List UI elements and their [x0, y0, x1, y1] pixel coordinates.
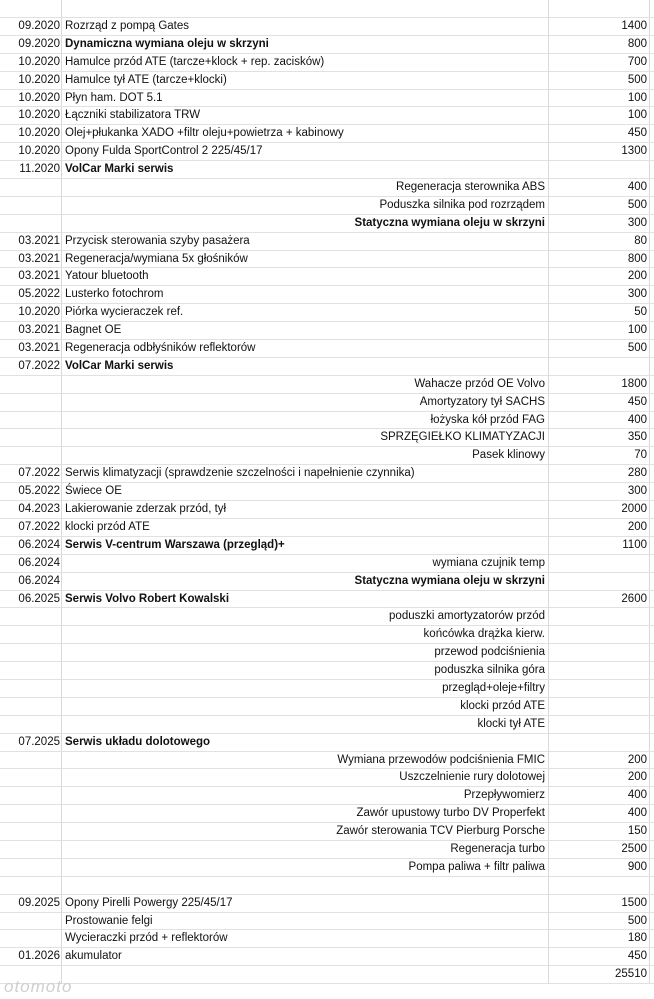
- price-cell[interactable]: 700: [549, 54, 650, 71]
- date-cell[interactable]: 03.2021: [0, 268, 62, 285]
- description-cell[interactable]: Regeneracja sterownika ABS: [62, 179, 549, 196]
- price-cell[interactable]: 800: [549, 251, 650, 268]
- price-cell[interactable]: 300: [549, 286, 650, 303]
- table-row: [0, 107, 654, 125]
- table-row: [0, 18, 654, 36]
- table-row: [0, 966, 654, 984]
- price-cell[interactable]: [549, 608, 650, 625]
- date-cell[interactable]: 06.2024: [0, 537, 62, 554]
- date-cell[interactable]: 05.2022: [0, 286, 62, 303]
- table-row: [0, 0, 654, 18]
- price-cell[interactable]: 350: [549, 429, 650, 446]
- description-cell[interactable]: Bagnet OE: [62, 322, 549, 339]
- table-row: [0, 251, 654, 269]
- date-cell[interactable]: 09.2025: [0, 895, 62, 912]
- price-cell[interactable]: 400: [549, 787, 650, 804]
- description-cell[interactable]: Amortyzatory tył SACHS: [62, 394, 549, 411]
- table-row: [0, 913, 654, 931]
- table-row: [0, 233, 654, 251]
- description-cell[interactable]: Pompa paliwa + filtr paliwa: [62, 859, 549, 876]
- table-row: [0, 930, 654, 948]
- description-cell[interactable]: klocki przód ATE: [62, 698, 549, 715]
- table-row: [0, 519, 654, 537]
- price-cell[interactable]: 25510: [549, 966, 650, 983]
- description-cell[interactable]: [62, 877, 549, 894]
- date-cell[interactable]: 10.2020: [0, 143, 62, 160]
- description-cell[interactable]: Pasek klinowy: [62, 447, 549, 464]
- date-cell[interactable]: 06.2024: [0, 573, 62, 590]
- description-cell[interactable]: Płyn ham. DOT 5.1: [62, 90, 549, 107]
- price-cell[interactable]: 200: [549, 769, 650, 786]
- table-row: [0, 859, 654, 877]
- description-cell[interactable]: klocki tył ATE: [62, 716, 549, 733]
- date-cell[interactable]: [0, 608, 62, 625]
- price-cell[interactable]: 500: [549, 340, 650, 357]
- table-row: [0, 286, 654, 304]
- price-cell[interactable]: 1300: [549, 143, 650, 160]
- description-cell[interactable]: Serwis Volvo Robert Kowalski: [62, 591, 549, 608]
- date-cell[interactable]: 07.2022: [0, 358, 62, 375]
- table-row: [0, 752, 654, 770]
- description-cell[interactable]: Olej+płukanka XADO +filtr oleju+powietrza + kabinowy: [62, 125, 549, 142]
- date-cell[interactable]: [0, 716, 62, 733]
- table-row: [0, 877, 654, 895]
- table-row: [0, 358, 654, 376]
- date-cell[interactable]: [0, 930, 62, 947]
- price-cell[interactable]: [549, 573, 650, 590]
- date-cell[interactable]: 07.2022: [0, 465, 62, 482]
- price-cell[interactable]: 300: [549, 215, 650, 232]
- table-row: [0, 304, 654, 322]
- date-cell[interactable]: [0, 662, 62, 679]
- price-cell[interactable]: 50: [549, 304, 650, 321]
- description-cell[interactable]: Zawór sterowania TCV Pierburg Porsche: [62, 823, 549, 840]
- date-cell[interactable]: 10.2020: [0, 304, 62, 321]
- description-cell[interactable]: klocki przód ATE: [62, 519, 549, 536]
- date-cell[interactable]: [0, 913, 62, 930]
- description-cell[interactable]: Rozrząd z pompą Gates: [62, 18, 549, 35]
- watermark: otomoto: [4, 977, 73, 996]
- description-cell[interactable]: wymiana czujnik temp: [62, 555, 549, 572]
- description-cell[interactable]: poduszki amortyzatorów przód: [62, 608, 549, 625]
- date-cell[interactable]: [0, 805, 62, 822]
- date-cell[interactable]: [0, 823, 62, 840]
- description-cell[interactable]: Poduszka silnika pod rozrządem: [62, 197, 549, 214]
- description-cell[interactable]: Przycisk sterowania szyby pasażera: [62, 233, 549, 250]
- description-cell[interactable]: Lusterko fotochrom: [62, 286, 549, 303]
- date-cell[interactable]: [0, 769, 62, 786]
- price-cell[interactable]: 400: [549, 805, 650, 822]
- date-cell[interactable]: 03.2021: [0, 340, 62, 357]
- price-cell[interactable]: 400: [549, 412, 650, 429]
- price-cell[interactable]: 1400: [549, 18, 650, 35]
- price-cell[interactable]: [549, 716, 650, 733]
- price-cell[interactable]: 900: [549, 859, 650, 876]
- price-cell[interactable]: [549, 662, 650, 679]
- price-cell[interactable]: 100: [549, 322, 650, 339]
- date-cell[interactable]: [0, 841, 62, 858]
- description-cell[interactable]: Piórka wycieraczek ref.: [62, 304, 549, 321]
- table-row: [0, 734, 654, 752]
- price-cell[interactable]: [549, 644, 650, 661]
- price-cell[interactable]: 400: [549, 179, 650, 196]
- price-cell[interactable]: 200: [549, 519, 650, 536]
- price-cell[interactable]: 80: [549, 233, 650, 250]
- table-row: [0, 125, 654, 143]
- table-row: [0, 268, 654, 286]
- description-cell[interactable]: Serwis klimatyzacji (sprawdzenie szczelności i napełnienie czynnika): [62, 465, 549, 482]
- date-cell[interactable]: [0, 787, 62, 804]
- price-cell[interactable]: 500: [549, 913, 650, 930]
- table-row: [0, 823, 654, 841]
- table-row: [0, 447, 654, 465]
- price-cell[interactable]: [549, 161, 650, 178]
- description-cell[interactable]: Uszczelnienie rury dolotowej: [62, 769, 549, 786]
- table-row: [0, 340, 654, 358]
- date-cell[interactable]: [0, 0, 62, 17]
- price-cell[interactable]: 1800: [549, 376, 650, 393]
- description-cell[interactable]: Serwis układu dolotowego: [62, 734, 549, 751]
- description-cell[interactable]: VolCar Marki serwis: [62, 358, 549, 375]
- description-cell[interactable]: Statyczna wymiana oleju w skrzyni: [62, 215, 549, 232]
- description-cell[interactable]: Regeneracja turbo: [62, 841, 549, 858]
- date-cell[interactable]: 10.2020: [0, 90, 62, 107]
- date-cell[interactable]: 10.2020: [0, 125, 62, 142]
- date-cell[interactable]: [0, 179, 62, 196]
- description-cell[interactable]: końcówka drążka kierw.: [62, 626, 549, 643]
- price-cell[interactable]: 1500: [549, 895, 650, 912]
- table-row: [0, 805, 654, 823]
- date-cell[interactable]: [0, 429, 62, 446]
- description-cell[interactable]: Prostowanie felgi: [62, 913, 549, 930]
- table-row: [0, 608, 654, 626]
- table-row: [0, 412, 654, 430]
- date-cell[interactable]: 09.2020: [0, 18, 62, 35]
- table-row: [0, 483, 654, 501]
- date-cell[interactable]: [0, 680, 62, 697]
- table-row: [0, 769, 654, 787]
- description-cell[interactable]: Świece OE: [62, 483, 549, 500]
- price-cell[interactable]: [549, 0, 650, 17]
- date-cell[interactable]: [0, 412, 62, 429]
- table-row: [0, 322, 654, 340]
- table-row: [0, 626, 654, 644]
- table-row: [0, 161, 654, 179]
- description-cell[interactable]: Wahacze przód OE Volvo: [62, 376, 549, 393]
- table-row: [0, 465, 654, 483]
- date-cell[interactable]: 07.2025: [0, 734, 62, 751]
- table-row: [0, 591, 654, 609]
- description-cell[interactable]: [62, 0, 549, 17]
- date-cell[interactable]: [0, 447, 62, 464]
- table-row: [0, 90, 654, 108]
- table-row: [0, 680, 654, 698]
- description-cell[interactable]: Hamulce tył ATE (tarcze+klocki): [62, 72, 549, 89]
- price-cell[interactable]: [549, 734, 650, 751]
- price-cell[interactable]: 500: [549, 197, 650, 214]
- date-cell[interactable]: 09.2020: [0, 36, 62, 53]
- date-cell[interactable]: [0, 752, 62, 769]
- price-cell[interactable]: 280: [549, 465, 650, 482]
- table-row: [0, 537, 654, 555]
- price-cell[interactable]: 450: [549, 394, 650, 411]
- table-row: [0, 429, 654, 447]
- table-row: [0, 573, 654, 591]
- description-cell[interactable]: Yatour bluetooth: [62, 268, 549, 285]
- price-cell[interactable]: 100: [549, 107, 650, 124]
- date-cell[interactable]: [0, 877, 62, 894]
- description-cell[interactable]: Dynamiczna wymiana oleju w skrzyni: [62, 36, 549, 53]
- description-cell[interactable]: [62, 966, 549, 983]
- price-cell[interactable]: 2500: [549, 841, 650, 858]
- description-cell[interactable]: akumulator: [62, 948, 549, 965]
- price-cell[interactable]: [549, 680, 650, 697]
- price-cell[interactable]: 300: [549, 483, 650, 500]
- price-cell[interactable]: 2600: [549, 591, 650, 608]
- date-cell[interactable]: [0, 215, 62, 232]
- price-cell[interactable]: 150: [549, 823, 650, 840]
- price-cell[interactable]: 800: [549, 36, 650, 53]
- description-cell[interactable]: Regeneracja/wymiana 5x głośników: [62, 251, 549, 268]
- table-row: [0, 36, 654, 54]
- price-cell[interactable]: [549, 358, 650, 375]
- description-cell[interactable]: Serwis V-centrum Warszawa (przegląd)+: [62, 537, 549, 554]
- price-cell[interactable]: 500: [549, 72, 650, 89]
- description-cell[interactable]: poduszka silnika góra: [62, 662, 549, 679]
- table-row: [0, 895, 654, 913]
- price-cell[interactable]: 70: [549, 447, 650, 464]
- description-cell[interactable]: Hamulce przód ATE (tarcze+klock + rep. zacisków): [62, 54, 549, 71]
- date-cell[interactable]: 03.2021: [0, 233, 62, 250]
- date-cell[interactable]: 05.2022: [0, 483, 62, 500]
- description-cell[interactable]: przegląd+oleje+filtry: [62, 680, 549, 697]
- price-cell[interactable]: [549, 555, 650, 572]
- table-row: [0, 787, 654, 805]
- table-row: [0, 501, 654, 519]
- description-cell[interactable]: Opony Pirelli Powergy 225/45/17: [62, 895, 549, 912]
- date-cell[interactable]: [0, 626, 62, 643]
- table-row: [0, 716, 654, 734]
- date-cell[interactable]: 04.2023: [0, 501, 62, 518]
- table-row: [0, 698, 654, 716]
- date-cell[interactable]: 03.2021: [0, 251, 62, 268]
- date-cell[interactable]: 06.2025: [0, 591, 62, 608]
- date-cell[interactable]: 03.2021: [0, 322, 62, 339]
- price-cell[interactable]: 1100: [549, 537, 650, 554]
- description-cell[interactable]: Regeneracja odbłyśników reflektorów: [62, 340, 549, 357]
- table-row: [0, 394, 654, 412]
- price-cell[interactable]: 450: [549, 125, 650, 142]
- table-row: [0, 143, 654, 161]
- table-row: [0, 197, 654, 215]
- table-row: [0, 555, 654, 573]
- date-cell[interactable]: 10.2020: [0, 72, 62, 89]
- table-row: [0, 376, 654, 394]
- date-cell[interactable]: 10.2020: [0, 107, 62, 124]
- date-cell[interactable]: [0, 644, 62, 661]
- date-cell[interactable]: 06.2024: [0, 555, 62, 572]
- price-cell[interactable]: 180: [549, 930, 650, 947]
- price-cell[interactable]: 200: [549, 268, 650, 285]
- date-cell[interactable]: [0, 394, 62, 411]
- table-row: [0, 72, 654, 90]
- description-cell[interactable]: Lakierowanie zderzak przód, tył: [62, 501, 549, 518]
- table-row: [0, 644, 654, 662]
- price-cell[interactable]: [549, 698, 650, 715]
- table-row: [0, 662, 654, 680]
- price-cell[interactable]: 450: [549, 948, 650, 965]
- date-cell[interactable]: 01.2026: [0, 948, 62, 965]
- date-cell[interactable]: [0, 376, 62, 393]
- date-cell[interactable]: [0, 197, 62, 214]
- description-cell[interactable]: Łączniki stabilizatora TRW: [62, 107, 549, 124]
- description-cell[interactable]: SPRZĘGIEŁKO KLIMATYZACJI: [62, 429, 549, 446]
- description-cell[interactable]: przewod podciśnienia: [62, 644, 549, 661]
- price-cell[interactable]: [549, 877, 650, 894]
- description-cell[interactable]: Opony Fulda SportControl 2 225/45/17: [62, 143, 549, 160]
- table-row: [0, 948, 654, 966]
- price-cell[interactable]: 100: [549, 90, 650, 107]
- date-cell[interactable]: [0, 698, 62, 715]
- table-row: [0, 215, 654, 233]
- price-cell[interactable]: 2000: [549, 501, 650, 518]
- table-row: [0, 841, 654, 859]
- description-cell[interactable]: Zawór upustowy turbo DV Properfekt: [62, 805, 549, 822]
- description-cell[interactable]: Wycieraczki przód + reflektorów: [62, 930, 549, 947]
- description-cell[interactable]: Przepływomierz: [62, 787, 549, 804]
- description-cell[interactable]: VolCar Marki serwis: [62, 161, 549, 178]
- date-cell[interactable]: 10.2020: [0, 54, 62, 71]
- description-cell[interactable]: łożyska kół przód FAG: [62, 412, 549, 429]
- description-cell[interactable]: Statyczna wymiana oleju w skrzyni: [62, 573, 549, 590]
- price-cell[interactable]: [549, 626, 650, 643]
- date-cell[interactable]: 11.2020: [0, 161, 62, 178]
- date-cell[interactable]: 07.2022: [0, 519, 62, 536]
- description-cell[interactable]: Wymiana przewodów podciśnienia FMIC: [62, 752, 549, 769]
- table-row: [0, 179, 654, 197]
- price-cell[interactable]: 200: [549, 752, 650, 769]
- date-cell[interactable]: [0, 859, 62, 876]
- table-row: [0, 54, 654, 72]
